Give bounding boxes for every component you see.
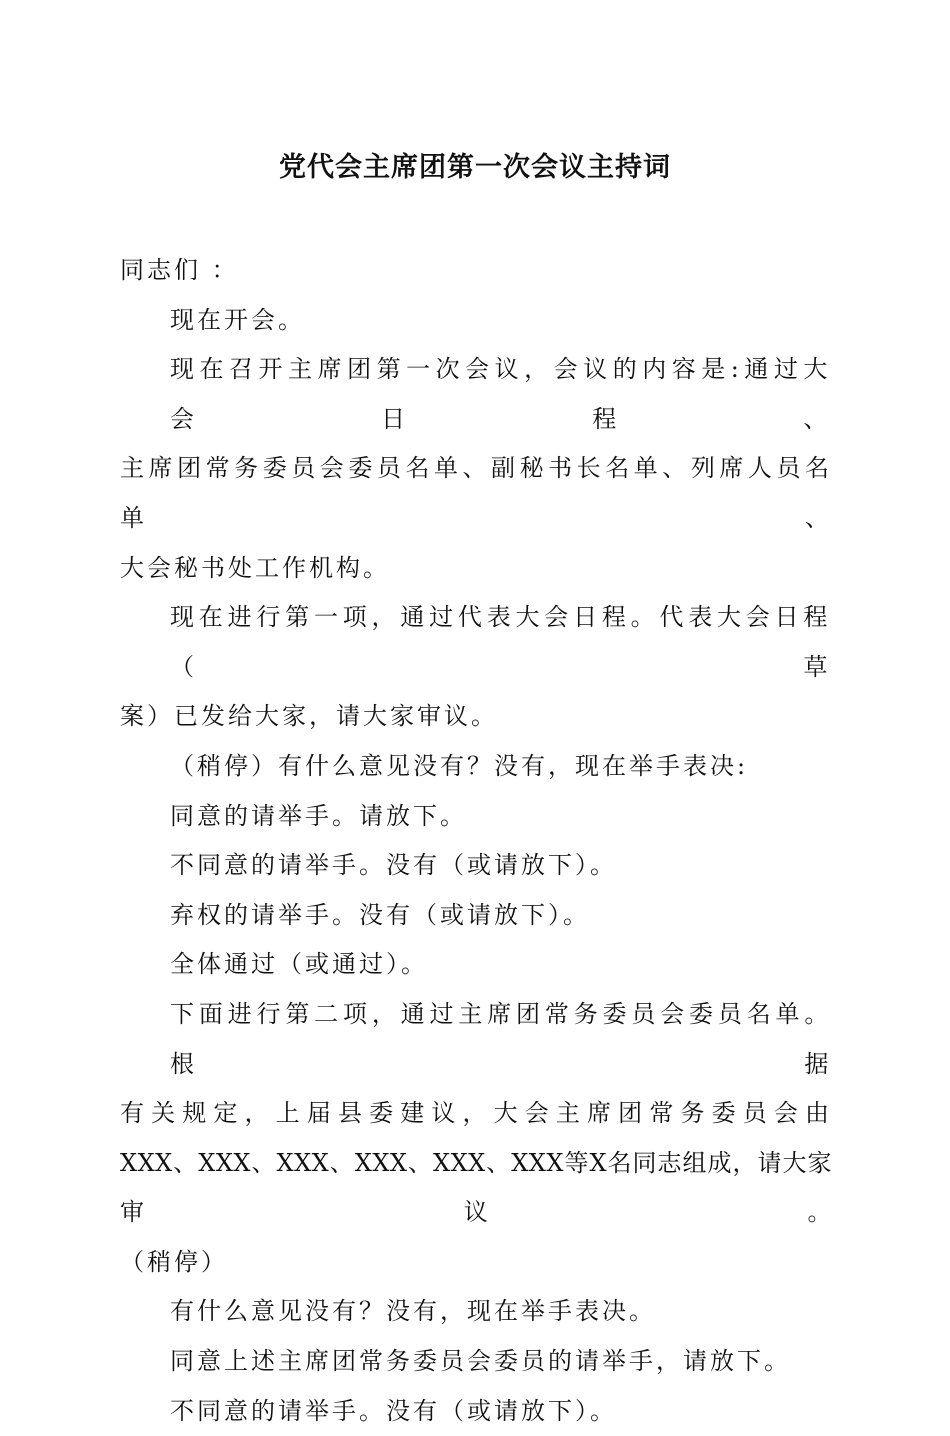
paragraph-line: 主席团常务委员会委员名单、副秘书长名单、列席人员名单、 (120, 454, 832, 532)
paragraph-line: 下面进行第二项，通过主席团常务委员会委员名单。根据 (170, 999, 832, 1078)
paragraph-line: 有关规定，上届县委建议，大会主席团常务委员会由 (120, 1099, 832, 1128)
salutation: 同志们 ： (120, 256, 239, 284)
paragraph: 弃权的请举手。没有（或请放下）。 (170, 900, 590, 929)
paragraph: 现在开会。 (170, 305, 305, 334)
paragraph: 不同意的请举手。没有（或请放下）。 (170, 851, 617, 880)
paragraph: 全体通过（或通过）。 (170, 950, 428, 979)
paragraph-line: 案）已发给大家，请大家审议。 (120, 702, 498, 731)
paragraph-line: XXX、XXX、XXX、XXX、XXX、XXX等X名同志组成，请大家审议。 (120, 1148, 832, 1227)
paragraph: 有什么意见没有？没有，现在举手表决。 (170, 1297, 656, 1326)
paragraph: 同意上述主席团常务委员会委员的请举手，请放下。 (170, 1347, 791, 1376)
paragraph: 不同意的请举手。没有（或请放下）。 (170, 1396, 617, 1425)
paragraph-line: 大会秘书处工作机构。 (120, 553, 390, 582)
paragraph-line: 现在进行第一项，通过代表大会日程。代表大会日程（草 (170, 603, 832, 681)
paragraph: 同意的请举手。请放下。 (170, 801, 467, 830)
document-body (120, 246, 832, 1436)
paragraph: （稍停）有什么意见没有？没有，现在举手表决: (170, 751, 749, 780)
paragraph-line: 现在召开主席团第一次会议，会议的内容是:通过大会日程、 (170, 355, 832, 433)
paragraph-line: （稍停） (120, 1247, 228, 1276)
document-title: 党代会主席团第一次会议主持词 (279, 152, 671, 183)
